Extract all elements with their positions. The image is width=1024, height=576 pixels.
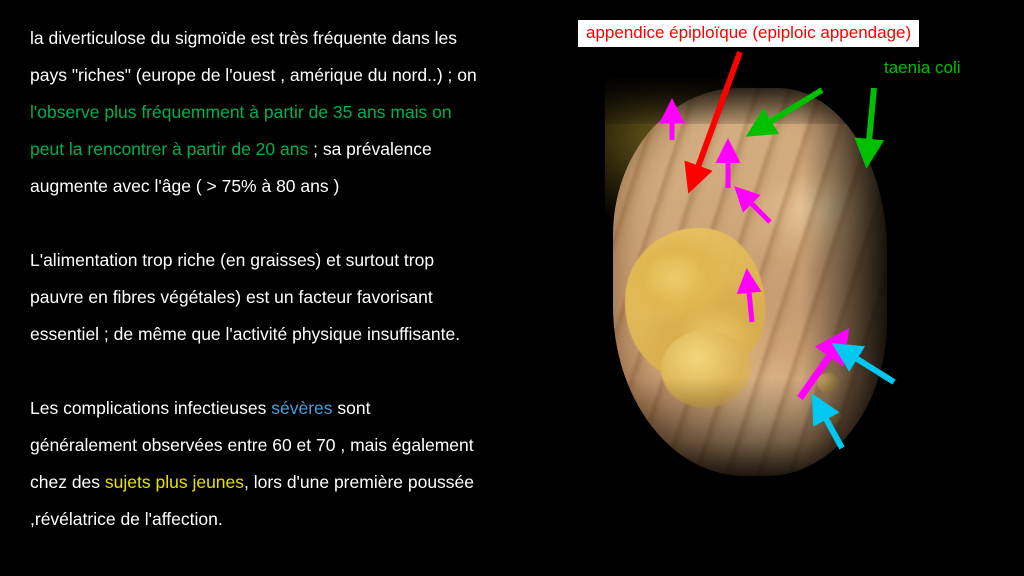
p2-line1: L'alimentation trop riche (en graisses) et surtout trop bbox=[30, 250, 435, 270]
p1-line1: la diverticulose du sigmoïde est très fréquente dans les bbox=[30, 28, 458, 48]
p3-line4: ,révélatrice de l'affection. bbox=[30, 509, 223, 529]
label-epiploic-appendage: appendice épiploïque (epiploic appendage) bbox=[578, 20, 919, 47]
p3-line1-a: Les complications infectieuses bbox=[30, 398, 272, 418]
paragraph-complications bbox=[30, 390, 578, 538]
p2-line3: essentiel ; de même que l'activité physique insuffisante. bbox=[30, 324, 461, 344]
label-taenia-coli: taenia coli bbox=[884, 58, 961, 77]
text-column bbox=[30, 20, 578, 538]
p3-line3-a: chez des bbox=[30, 472, 105, 492]
p3-line3-yellow: sujets plus jeunes bbox=[104, 472, 245, 492]
p3-line1-b: sont bbox=[332, 398, 371, 418]
p3-line1-blue: sévères bbox=[271, 398, 333, 418]
paragraph-diet bbox=[30, 242, 578, 353]
p1-line2: pays "riches" (europe de l'ouest , amérique du nord..) ; on bbox=[30, 65, 477, 85]
colon-specimen-photo bbox=[605, 78, 895, 483]
specimen-shadow-bottom bbox=[605, 378, 895, 483]
p1-line4-rest: ; sa prévalence bbox=[308, 139, 432, 159]
p3-line2: généralement observées entre 60 et 70 , mais également bbox=[30, 435, 474, 455]
p3-line3-b: , lors d'une première poussée bbox=[244, 472, 475, 492]
p2-line2: pauvre en fibres végétales) est un facteur favorisant bbox=[30, 287, 433, 307]
paragraph-diverticulosis bbox=[30, 20, 578, 205]
p1-line5: augmente avec l'âge ( > 75% à 80 ans ) bbox=[30, 176, 340, 196]
p1-line3-green: l'observe plus fréquemment à partir de 35 ans mais on bbox=[30, 102, 452, 122]
p1-line4-green: peut la rencontrer à partir de 20 ans bbox=[30, 139, 309, 159]
